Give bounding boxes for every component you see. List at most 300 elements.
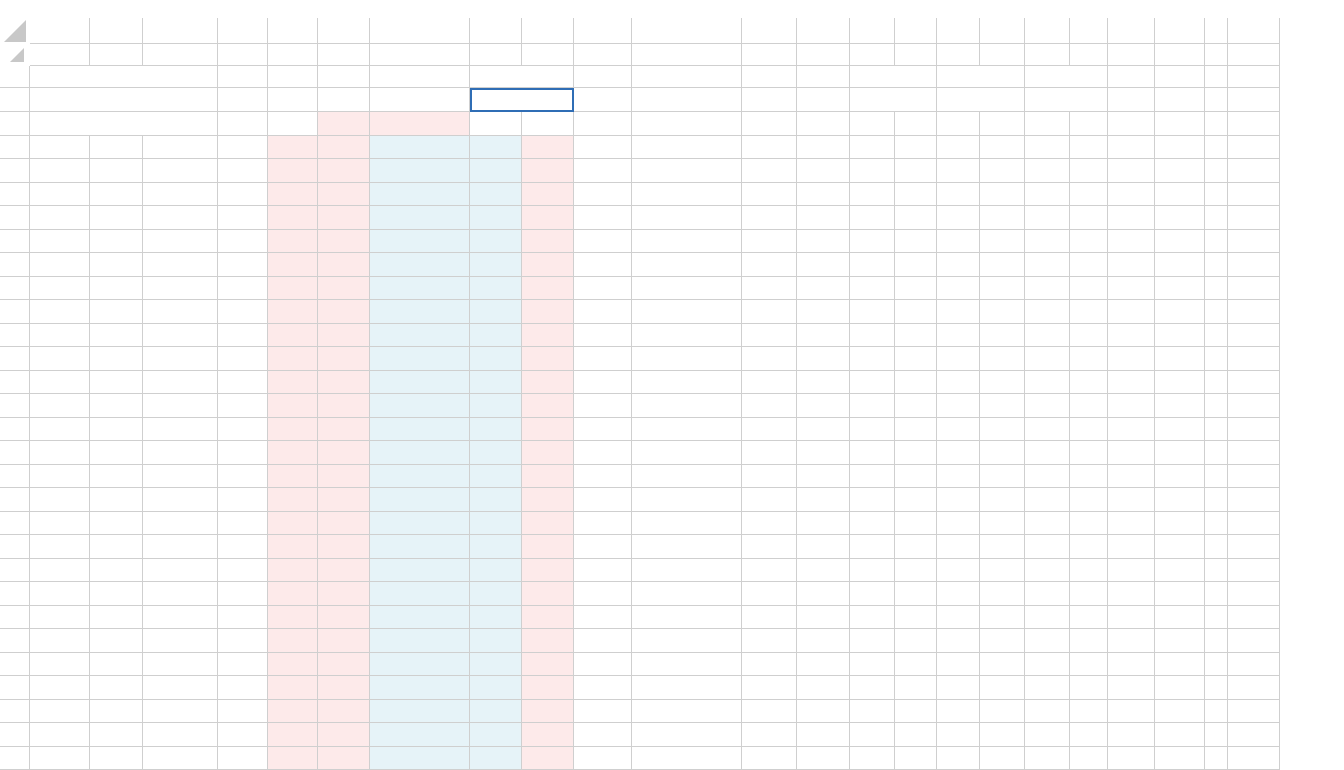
row-number[interactable]: [0, 394, 30, 418]
cell[interactable]: [1108, 230, 1155, 254]
cell[interactable]: [937, 465, 980, 489]
cell[interactable]: [30, 653, 90, 677]
cell[interactable]: [1155, 136, 1205, 160]
select-all-corner[interactable]: [0, 18, 28, 64]
cell[interactable]: [797, 394, 850, 418]
cell[interactable]: [742, 747, 797, 770]
cell[interactable]: [1228, 324, 1280, 348]
cell[interactable]: [218, 723, 268, 747]
merged-title-cell[interactable]: [30, 66, 218, 88]
cell[interactable]: [143, 676, 218, 700]
row-header[interactable]: [0, 88, 30, 112]
cell[interactable]: [895, 629, 937, 653]
cell[interactable]: [574, 159, 632, 183]
cell[interactable]: [268, 347, 318, 371]
cell[interactable]: [470, 300, 522, 324]
blank-cell[interactable]: [937, 44, 980, 66]
cell[interactable]: [522, 206, 574, 230]
cell[interactable]: [522, 371, 574, 395]
cell[interactable]: [1228, 629, 1280, 653]
cell[interactable]: [1205, 747, 1228, 770]
cell[interactable]: [218, 371, 268, 395]
blank-cell[interactable]: [850, 44, 895, 66]
cell[interactable]: [850, 559, 895, 583]
cell[interactable]: [797, 253, 850, 277]
cell[interactable]: [370, 747, 470, 770]
cell[interactable]: [895, 723, 937, 747]
cell[interactable]: [632, 441, 742, 465]
cell[interactable]: [1228, 606, 1280, 630]
cell[interactable]: [318, 653, 370, 677]
cell[interactable]: [522, 300, 574, 324]
cell[interactable]: [632, 747, 742, 770]
header-sublabel-6[interactable]: [370, 88, 470, 112]
column-header-g[interactable]: [742, 18, 797, 44]
cell[interactable]: [268, 206, 318, 230]
cell[interactable]: [218, 488, 268, 512]
row-number[interactable]: [0, 535, 30, 559]
row-number[interactable]: [0, 582, 30, 606]
cell[interactable]: [980, 629, 1025, 653]
cell[interactable]: [370, 230, 470, 254]
cell[interactable]: [980, 277, 1025, 301]
cell[interactable]: [1228, 136, 1280, 160]
cell[interactable]: [632, 324, 742, 348]
cell[interactable]: [980, 653, 1025, 677]
cell[interactable]: [218, 418, 268, 442]
cell[interactable]: [850, 441, 895, 465]
cell[interactable]: [1228, 653, 1280, 677]
cell[interactable]: [1205, 653, 1228, 677]
cell[interactable]: [370, 253, 470, 277]
cell[interactable]: [980, 535, 1025, 559]
blank-cell[interactable]: [1070, 44, 1108, 66]
cell[interactable]: [895, 277, 937, 301]
cell[interactable]: [1228, 300, 1280, 324]
cell[interactable]: [1228, 723, 1280, 747]
cell[interactable]: [1205, 723, 1228, 747]
cell[interactable]: [1025, 418, 1070, 442]
cell[interactable]: [30, 629, 90, 653]
cell[interactable]: [1228, 230, 1280, 254]
cell[interactable]: [470, 441, 522, 465]
cell[interactable]: [370, 394, 470, 418]
cell[interactable]: [742, 676, 797, 700]
cell[interactable]: [895, 465, 937, 489]
cell[interactable]: [268, 653, 318, 677]
cell[interactable]: [895, 535, 937, 559]
cell[interactable]: [1108, 606, 1155, 630]
header-label-13[interactable]: [850, 66, 937, 88]
cell[interactable]: [522, 347, 574, 371]
cell[interactable]: [797, 582, 850, 606]
cell[interactable]: [797, 277, 850, 301]
cell[interactable]: [1070, 535, 1108, 559]
header-label-5[interactable]: [318, 66, 370, 88]
cell[interactable]: [318, 324, 370, 348]
cell[interactable]: [370, 183, 470, 207]
cell[interactable]: [797, 183, 850, 207]
cell[interactable]: [143, 700, 218, 724]
cell[interactable]: [268, 418, 318, 442]
header-sublabel-7[interactable]: [470, 88, 574, 112]
cell[interactable]: [90, 723, 143, 747]
cell[interactable]: [850, 488, 895, 512]
cell[interactable]: [1070, 747, 1108, 770]
cell[interactable]: [980, 418, 1025, 442]
cell[interactable]: [30, 206, 90, 230]
cell[interactable]: [370, 159, 470, 183]
cell[interactable]: [1228, 747, 1280, 770]
column-header-u[interactable]: [522, 18, 574, 44]
cell[interactable]: [470, 535, 522, 559]
cell[interactable]: [850, 465, 895, 489]
cell[interactable]: [632, 559, 742, 583]
cell[interactable]: [937, 394, 980, 418]
cell[interactable]: [1070, 300, 1108, 324]
cell[interactable]: [1205, 465, 1228, 489]
cell[interactable]: [850, 629, 895, 653]
cell[interactable]: [895, 418, 937, 442]
cell[interactable]: [268, 582, 318, 606]
cell[interactable]: [143, 441, 218, 465]
cell[interactable]: [268, 230, 318, 254]
cell[interactable]: [318, 465, 370, 489]
cell[interactable]: [742, 535, 797, 559]
cell[interactable]: [1025, 324, 1070, 348]
cell[interactable]: [980, 324, 1025, 348]
cell[interactable]: [632, 606, 742, 630]
cell[interactable]: [937, 441, 980, 465]
cell[interactable]: [268, 324, 318, 348]
row-number[interactable]: [0, 747, 30, 770]
cell[interactable]: [1108, 559, 1155, 583]
cell[interactable]: [1228, 488, 1280, 512]
cell[interactable]: [522, 465, 574, 489]
cell[interactable]: [632, 230, 742, 254]
cell[interactable]: [1228, 465, 1280, 489]
cell[interactable]: [574, 277, 632, 301]
cell[interactable]: [318, 136, 370, 160]
column-header-i[interactable]: [1205, 18, 1228, 44]
column-header-γ[interactable]: [218, 18, 268, 44]
cell[interactable]: [1108, 394, 1155, 418]
cell[interactable]: [1155, 606, 1205, 630]
cell[interactable]: [318, 606, 370, 630]
cell[interactable]: [143, 418, 218, 442]
cell[interactable]: [1228, 582, 1280, 606]
cell[interactable]: [1025, 277, 1070, 301]
cell[interactable]: [90, 230, 143, 254]
row-number[interactable]: [0, 300, 30, 324]
cell[interactable]: [742, 371, 797, 395]
cell[interactable]: [980, 700, 1025, 724]
cell[interactable]: [574, 723, 632, 747]
column-header-j[interactable]: [268, 18, 318, 44]
cell[interactable]: [143, 582, 218, 606]
cell[interactable]: [1205, 582, 1228, 606]
cell[interactable]: [218, 653, 268, 677]
cell[interactable]: [318, 441, 370, 465]
blank-cell[interactable]: [143, 44, 218, 66]
cell[interactable]: [895, 582, 937, 606]
header-label-10[interactable]: [632, 66, 742, 88]
header-sublabel-12[interactable]: [797, 88, 850, 112]
cell[interactable]: [522, 512, 574, 536]
cell[interactable]: [470, 230, 522, 254]
cell[interactable]: [1155, 347, 1205, 371]
row-number[interactable]: [0, 465, 30, 489]
cell[interactable]: [797, 371, 850, 395]
cell[interactable]: [797, 206, 850, 230]
cell[interactable]: [797, 676, 850, 700]
cell[interactable]: [1108, 488, 1155, 512]
cell[interactable]: [1205, 441, 1228, 465]
column-header-h[interactable]: [370, 18, 470, 44]
cell[interactable]: [318, 253, 370, 277]
cell[interactable]: [937, 253, 980, 277]
cell[interactable]: [1070, 606, 1108, 630]
cell[interactable]: [797, 512, 850, 536]
cell[interactable]: [370, 441, 470, 465]
row-number[interactable]: [0, 723, 30, 747]
cell[interactable]: [1070, 183, 1108, 207]
cell[interactable]: [1205, 300, 1228, 324]
cell[interactable]: [143, 159, 218, 183]
cell[interactable]: [742, 629, 797, 653]
cell[interactable]: [268, 253, 318, 277]
header-label-12[interactable]: [797, 66, 850, 88]
cell[interactable]: [1205, 606, 1228, 630]
cell[interactable]: [470, 418, 522, 442]
cell[interactable]: [1025, 700, 1070, 724]
cell[interactable]: [268, 136, 318, 160]
cell[interactable]: [318, 371, 370, 395]
cell[interactable]: [1155, 230, 1205, 254]
cell[interactable]: [980, 371, 1025, 395]
cell[interactable]: [90, 183, 143, 207]
blank-cell[interactable]: [574, 44, 632, 66]
cell[interactable]: [522, 418, 574, 442]
cell[interactable]: [742, 700, 797, 724]
column-header-s[interactable]: [632, 18, 742, 44]
cell[interactable]: [218, 277, 268, 301]
cell[interactable]: [522, 112, 574, 136]
cell[interactable]: [850, 676, 895, 700]
cell[interactable]: [218, 253, 268, 277]
cell[interactable]: [90, 582, 143, 606]
row-number[interactable]: [0, 441, 30, 465]
cell[interactable]: [522, 277, 574, 301]
cell[interactable]: [1155, 324, 1205, 348]
cell[interactable]: [1155, 371, 1205, 395]
header-sublabel-9[interactable]: [574, 88, 632, 112]
cell[interactable]: [742, 441, 797, 465]
cell[interactable]: [1205, 183, 1228, 207]
cell[interactable]: [1070, 465, 1108, 489]
cell[interactable]: [1155, 653, 1205, 677]
cell[interactable]: [1228, 183, 1280, 207]
cell[interactable]: [1025, 559, 1070, 583]
cell[interactable]: [937, 159, 980, 183]
cell[interactable]: [980, 723, 1025, 747]
cell[interactable]: [1228, 253, 1280, 277]
cell[interactable]: [218, 112, 268, 136]
cell[interactable]: [90, 394, 143, 418]
header-sublabel-5[interactable]: [318, 88, 370, 112]
cell[interactable]: [797, 441, 850, 465]
cell[interactable]: [1205, 512, 1228, 536]
header-label-4[interactable]: [268, 66, 318, 88]
cell[interactable]: [522, 653, 574, 677]
cell[interactable]: [937, 512, 980, 536]
cell[interactable]: [850, 347, 895, 371]
cell[interactable]: [318, 700, 370, 724]
column-header-a[interactable]: [30, 18, 90, 44]
cell[interactable]: [850, 582, 895, 606]
cell[interactable]: [370, 136, 470, 160]
cell[interactable]: [370, 488, 470, 512]
cell[interactable]: [370, 347, 470, 371]
cell[interactable]: [268, 676, 318, 700]
cell[interactable]: [522, 582, 574, 606]
cell[interactable]: [30, 183, 90, 207]
cell[interactable]: [937, 112, 980, 136]
cell[interactable]: [937, 606, 980, 630]
cell[interactable]: [1155, 159, 1205, 183]
cell[interactable]: [90, 488, 143, 512]
cell[interactable]: [1025, 676, 1070, 700]
cell[interactable]: [1228, 112, 1280, 136]
cell[interactable]: [1205, 418, 1228, 442]
cell[interactable]: [1070, 418, 1108, 442]
header-sublabel-17[interactable]: [1025, 88, 1108, 112]
cell[interactable]: [370, 206, 470, 230]
cell[interactable]: [470, 747, 522, 770]
cell[interactable]: [218, 230, 268, 254]
cell[interactable]: [218, 700, 268, 724]
cell[interactable]: [318, 300, 370, 324]
cell[interactable]: [218, 183, 268, 207]
cell[interactable]: [143, 747, 218, 770]
cell[interactable]: [850, 606, 895, 630]
cell[interactable]: [742, 183, 797, 207]
cell[interactable]: [1205, 112, 1228, 136]
cell[interactable]: [1108, 418, 1155, 442]
cell[interactable]: [574, 347, 632, 371]
cell[interactable]: [318, 535, 370, 559]
cell[interactable]: [1155, 112, 1205, 136]
cell[interactable]: [268, 535, 318, 559]
cell[interactable]: [1155, 629, 1205, 653]
cell[interactable]: [470, 159, 522, 183]
cell[interactable]: [30, 418, 90, 442]
cell[interactable]: [370, 559, 470, 583]
cell[interactable]: [370, 653, 470, 677]
column-header-i[interactable]: [850, 18, 895, 44]
cell[interactable]: [268, 394, 318, 418]
cell[interactable]: [895, 747, 937, 770]
row-number[interactable]: [0, 653, 30, 677]
cell[interactable]: [522, 629, 574, 653]
cell[interactable]: [850, 371, 895, 395]
cell[interactable]: [574, 112, 632, 136]
cell[interactable]: [1205, 488, 1228, 512]
cell[interactable]: [1025, 371, 1070, 395]
cell[interactable]: [470, 676, 522, 700]
cell[interactable]: [1070, 253, 1108, 277]
cell[interactable]: [1108, 629, 1155, 653]
cell[interactable]: [937, 653, 980, 677]
cell[interactable]: [1025, 582, 1070, 606]
cell[interactable]: [1228, 700, 1280, 724]
cell[interactable]: [937, 418, 980, 442]
cell[interactable]: [1025, 206, 1070, 230]
cell[interactable]: [143, 488, 218, 512]
blank-cell[interactable]: [268, 44, 318, 66]
cell[interactable]: [895, 112, 937, 136]
cell[interactable]: [1025, 112, 1070, 136]
blank-cell[interactable]: [895, 44, 937, 66]
cell[interactable]: [895, 347, 937, 371]
cell[interactable]: [268, 371, 318, 395]
cell[interactable]: [937, 136, 980, 160]
cell[interactable]: [895, 488, 937, 512]
cell[interactable]: [1070, 324, 1108, 348]
cell[interactable]: [143, 535, 218, 559]
cell[interactable]: [895, 512, 937, 536]
cell[interactable]: [30, 747, 90, 770]
blank-cell[interactable]: [632, 44, 742, 66]
column-header-j[interactable]: [1070, 18, 1108, 44]
blank-cell[interactable]: [1205, 44, 1228, 66]
cell[interactable]: [895, 230, 937, 254]
cell[interactable]: [1108, 347, 1155, 371]
cell[interactable]: [1108, 300, 1155, 324]
cell[interactable]: [470, 206, 522, 230]
cell[interactable]: [632, 653, 742, 677]
cell[interactable]: [318, 559, 370, 583]
cell[interactable]: [1228, 441, 1280, 465]
column-header-c[interactable]: [143, 18, 218, 44]
cell[interactable]: [1025, 230, 1070, 254]
cell[interactable]: [318, 512, 370, 536]
cell[interactable]: [1205, 559, 1228, 583]
cell[interactable]: [470, 465, 522, 489]
cell[interactable]: [797, 700, 850, 724]
column-header-j[interactable]: [1155, 18, 1205, 44]
header-label-6[interactable]: [370, 66, 470, 88]
column-header-t[interactable]: [470, 18, 522, 44]
header-sublabel-3[interactable]: [218, 88, 268, 112]
cell[interactable]: [370, 676, 470, 700]
cell[interactable]: [632, 723, 742, 747]
cell[interactable]: [1205, 535, 1228, 559]
cell[interactable]: [632, 535, 742, 559]
cell[interactable]: [470, 394, 522, 418]
row-number[interactable]: [0, 253, 30, 277]
cell[interactable]: [143, 324, 218, 348]
cell[interactable]: [90, 253, 143, 277]
cell[interactable]: [1108, 324, 1155, 348]
cell[interactable]: [1070, 394, 1108, 418]
cell[interactable]: [632, 277, 742, 301]
cell[interactable]: [30, 159, 90, 183]
cell[interactable]: [268, 488, 318, 512]
cell[interactable]: [90, 535, 143, 559]
cell[interactable]: [632, 371, 742, 395]
cell[interactable]: [1025, 159, 1070, 183]
